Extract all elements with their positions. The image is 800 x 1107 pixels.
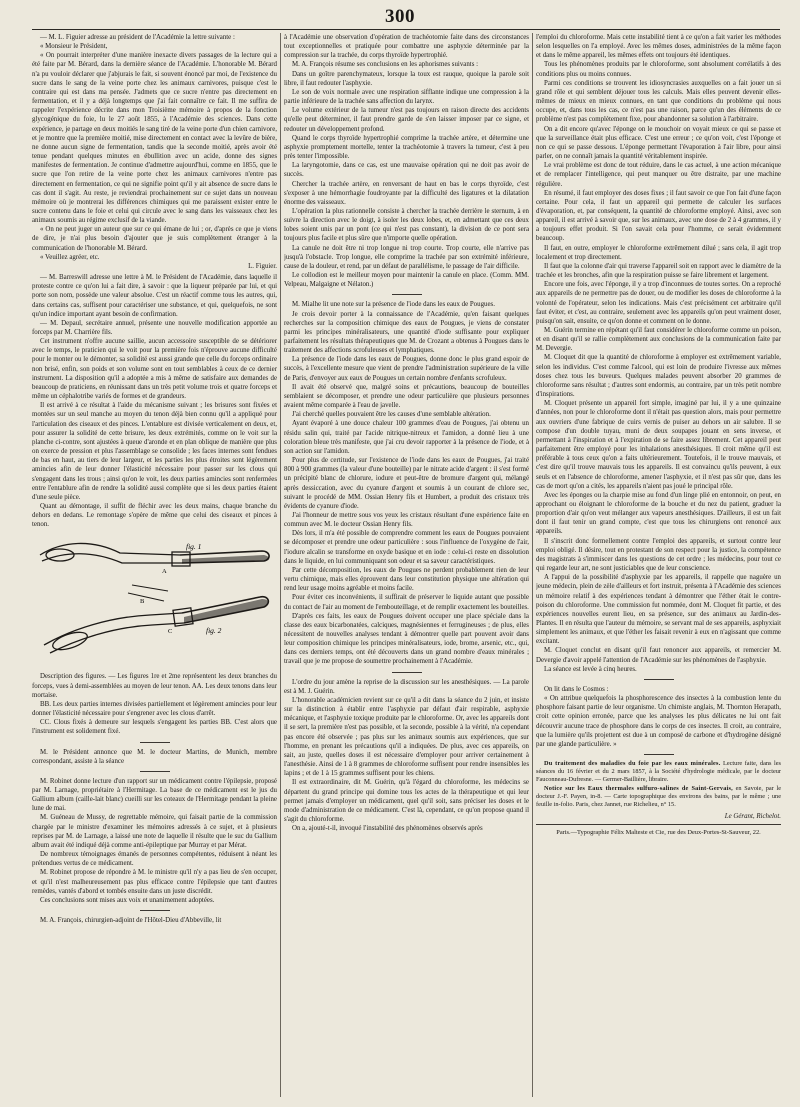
paragraph: Le vrai problème est donc de tout réduire, dans le cas actuel, à une action mécanique et de remplacer l'intelligence, qui peut manquer ou être distraite, par une machine régulière. — [536, 162, 781, 188]
paragraph: J'ai l'honneur de mettre sous vos yeux les cristaux résultant d'une expérience faite en commun avec M. le docteur Ossian Henry fils. — [284, 511, 529, 529]
figure-label-1: fig. 1 — [186, 542, 202, 552]
section-separator — [140, 771, 170, 772]
printer-imprint: Paris.—Typographie Félix Malteste et Cie, rue des Deux-Portes-St-Sauveur, 22. — [556, 829, 761, 837]
figure-letter-c: C — [168, 628, 173, 636]
paragraph: M. Robinet donne lecture d'un rapport sur un médicament contre l'épilepsie, proposé par M. Larnage, propriétaire à l'Hermitage. La base de ce médicament est le jus du Gallium album (caille-lait blanc) cueilli sur les coteaux de l'Hermitage pendant la pleine lune de mai. — [32, 777, 277, 813]
paragraph: Le volume extérieur de la tumeur n'est pas toujours en raison directe des accidents qu'elle peut déterminer, il faut prendre garde de s'en laisser imposer par ce signe, et redouter un développement profond. — [284, 107, 529, 133]
paragraph: « On ne peut juger un auteur que sur ce qui émane de lui ; or, d'après ce que je viens de dire, je n'ai plus besoin d'ajouter que je suis complètement étranger à la communication de l'honorable M. Bérard. — [32, 226, 277, 252]
figure-letter-b: B — [140, 598, 145, 606]
paragraph: En résumé, il faut employer des doses fixes ; il faut savoir ce que l'on fait d'une façon certaine. Pour cela, il faut un appareil qui permette de calculer les surfaces d'évaporation, et, par conséquent, la quantité de chloroforme employé. Ainsi, avec son appareil, il est arrivé à savoir que, sur les animaux, avec une dose de 2 à 4 grammes, il y a toujours effet produit. Si l'on savait cela pour l'homme, ce serait évidemment beaucoup. — [536, 189, 781, 243]
forceps-blade-upper-inner — [42, 554, 182, 563]
paragraph: Il faut, en outre, employer le chloroforme extrêmement dilué ; sans cela, il agit trop localement et trop directement. — [536, 244, 781, 261]
footer-rule — [536, 824, 781, 825]
letter-salutation: « Monsieur le Président, — [40, 43, 108, 51]
paragraph: Cet instrument n'offre aucune saillie, aucun accessoire susceptible de se détériorer avec le temps, le praticien qui le voit pour la première fois n'éprouve aucune difficulté pour le monter ou le démonter, sa solidité est aussi grande que celle du forceps ordinaire non brisé, enfin, son poids et son volume sont en tout semblables à ceux de ce dernier instrument. La disposition qu'il a adoptée a mis à même de satisfaire aux demandes de beaucoup de praticiens, en réunissant dans un très petit volume trois et quatre forceps et même un céphalotribe variés de formes et de grandeurs. — [32, 338, 277, 401]
header-rule — [32, 29, 780, 30]
paragraph: M. A. François résume ses conclusions en les aphorismes suivants : — [292, 61, 479, 69]
paragraph: Quand le corps thyroïde hypertrophié comprime la trachée artère, et détermine une asphyxie promptement mortelle, tenter la trachéotomie à travers la tumeur, c'est à peu près tenter l'impossible. — [284, 134, 529, 161]
section-separator — [140, 742, 170, 743]
paragraph: M. Guérin termine en répétant qu'il faut considérer le chloroforme comme un poison, et en disant qu'il se rallie complètement aux conclusions de la communication faite par M. Devergie. — [536, 327, 781, 353]
section-separator — [644, 754, 674, 755]
paragraph: M. Guéneau de Mussy, de regrettable mémoire, qui faisait partie de la commission chargée par le ministre d'examiner les mémoires adressés à ce sujet, et à plusieurs reprises par M. de Larnage, a laissé une note de laquelle il résulte que le suc du Gallium album avait été indiqué déjà comme anti-épileptique par Murray et par Mérat. — [32, 814, 277, 849]
notice-title: Du traitement des maladies du foie par les eaux minérales. — [544, 760, 721, 768]
section-separator — [140, 910, 170, 911]
paragraph: Il avait été observé que, malgré soins et précautions, beaucoup de bouteilles semblaient se décomposer, et prendre une odeur particulière que plusieurs personnes avaient même comparée à l'eau de javelle. — [284, 383, 529, 410]
column-divider — [532, 33, 533, 1097]
paragraph: Il est arrivé à ce résultat à l'aide du mécanisme suivant ; les brisures sont fixées et montées sur un seul manche au moyen du tenon déjà bien connu qu'il a appliqué pour l'articulation des ciseaux et des pinces. L'entablure est divisée verticalement en deux, et, pour assurer la solidité de cette brisure, les deux extrémités, comme on le voit sur la planche ci-contre, sont ajustées à queue d'aronde et en plan oblique de manière que plus on exerce de pression et plus l'assemblage se consolide ; les faces internes sont fendues de bas en haut, au tiers de leur largeur, et les parties les plus étroites sont légèrement amincies afin de leur donner l'élasticité nécessaire pour passer sur les clous qui s'engagent dans les trous ; ainsi qu'on le voit, les deux parties amincies sont renfermées entre l'entablure afin de rendre la solidité aussi complète que si les deux parties étaient d'une seule pièce. — [32, 402, 277, 501]
paragraph: Tous les phénomènes produits par le chloroforme, sont absolument corrélatifs à des conditions plus ou moins connues. — [536, 61, 781, 78]
paragraph: La présence de l'iode dans les eaux de Pougues, donne donc le plus grand espoir de succès, à l'excellente mesure que vient de prendre l'administration supérieure de la ville de Paris, d'envoyer aux eaux de Pougues un certain nombre d'enfants scrofuleux. — [284, 356, 529, 382]
paragraph: Encore une fois, avec l'éponge, il y a trop d'inconnues de toutes sortes. On a reproché aux appareils de ne permettre pas de douer, ou de modifier les doses de chloroforme à la volonté de l'opérateur, selon les indications. Mais c'est précisément cet arbitraire qu'il faut éviter, et c'est, au contraire, seulement avec les appareils qu'on peut vraiment doser, puisqu'on sait, ensuite, ce qu'on donne et comment on le donne. — [536, 281, 781, 325]
paragraph: l'emploi du chloroforme. Mais cette instabilité tient à ce qu'on a fait varier les méthodes selon lesquelles on l'a employé. Avec les mêmes doses, administrées de la même façon et dans le même appareil, les mêmes effets ont toujours été identiques. — [536, 34, 781, 60]
paragraph: M. Cloquet conclut en disant qu'il faut renoncer aux appareils, et remercier M. Devergie d'avoir appelé l'attention de l'Académie sur les phénomènes de l'asphyxie. — [536, 647, 781, 664]
paragraph: Il s'inscrit donc formellement contre l'emploi des appareils, et surtout contre leur emploi obligé. Il désire, tout en protestant de son respect pour la justice, la compétence des magistrats à s'immiscer dans les questions de cet ordre ; les médecins, pour tout ce qui regarde leur art, ne sont justiciables que de leur conscience. — [536, 537, 781, 573]
forceps-detail-line — [128, 593, 164, 601]
forceps-illustration — [32, 533, 277, 669]
column-middle — [284, 33, 529, 1097]
paragraph: M. le Président annonce que M. le docteur Martins, de Munich, membre correspondant, assiste à la séance — [32, 748, 277, 765]
paragraph: Il est extraordinaire, dit M. Guérin, qu'à l'égard du chloroforme, les médecins se départent du grand principe qui domine tous les actes de la thérapeutique et qui leur permet jamais d'employer un médicament, quel qu'il soit, sans préciser les doses et le mode d'administration de ce médicament. C'est là, cependant, ce qu'on propose quand il s'agit du chloroforme. — [284, 779, 529, 823]
paragraph: Chercher la trachée artère, en renversant de haut en bas le corps thyroïde, c'est s'exposer à une hémorrhagie foudroyante par la difficulté des ligatures et la dilatation énorme des vaisseaux. — [284, 180, 529, 206]
paragraph: M. Cloquet dit que la quantité de chloroforme à employer est extrêmement variable, selon les individus. C'est comme l'alcool, qui est loin de produire l'ivresse aux mêmes doses chez tous les buveurs. Quelques malades peuvent absorber 20 grammes de chloroforme sans résultat ; d'autres sont endormis, au contraire, par un très petit nombre d'inspirations. — [536, 354, 781, 399]
paragraph: Je crois devoir porter à la connaissance de l'Académie, qu'en faisant quelques recherches sur la composition chimique des eaux de Pougues, je viens de constater parmi les principes minéralisateurs, une quantité d'iode suffisante pour expliquer parfaitement les résultats thérapeutiques que M. de Crozant a obtenus à Pougues dans le traitement des affections scrofuleuses et lymphatiques. — [284, 310, 529, 355]
section-separator — [392, 672, 422, 673]
paragraph: Ayant évaporé à une douce chaleur 100 grammes d'eau de Pougues, j'ai obtenu un résidu salin qui, traité par l'acide nitrique-nitreux et l'amidon, a donné lieu à une coloration bleue très manifeste, que j'ai cru devoir rapporter à la présence de l'iode, et à son action sur l'amidon. — [284, 420, 529, 455]
paragraph: M. Robinet propose de répondre à M. le ministre qu'il n'y a pas lieu de s'en occuper, et qu'il n'est malheureusement pas plus efficace contre l'épilepsie que tant d'autres remèdes, vantés d'abord et tombés ensuite dans un juste discrédit. — [32, 869, 277, 895]
paragraph: De nombreux témoignages émanés de personnes compétentes, réduisent à néant les prétendues vertus de ce médicament. — [32, 851, 277, 868]
paragraph: « On pourrait interpréter d'une manière inexacte divers passages de la lecture qui a été faite par M. Bérard, dans la dernière séance de l'Académie. L'honorable M. Bérard n'a pu vouloir déclarer que j'abjurais le fait, si souvent énoncé par moi, de l'existence du sucre dans le sang de la veine porte chez les animaux carnivores, puisque c'est le contraire qui est dans ma pensée. J'admets que ce sucre n'entre pas directement en fermentation, et il y a déjà longtemps que j'ai fait connaître ce fait. Il me suffira de rappeler l'expérience décrite dans mon Troisième mémoire à propos de la fonction glycogénique du foie, lu le 27 août 1855, à l'Académie des sciences. Dans cette expérience, je partage en deux moitiés le sang tiré de la veine porte d'un chien carnivore, et je montre que la première moitié, mise directement en contact avec la levûre de bière, ne donne aucun signe de fermentation, tandis que la seconde moitié, après avoir été tenue pendant quelques minutes en ébullition avec un acide, donne des signes manifestes de fermentation. Je continue d'admettre aujourd'hui, comme en 1855, que le sucre que l'on retire de la veine porte chez les animaux carnivores n'entre pas directement en fermentation, ce qui ne signifie point qu'il y ait absence de sucre dans le cas dont il s'agit. Au reste, je reviendrai prochainement sur ce sujet dans un nouveau mémoire où je montrerai les différences chimiques qui me paraissent exister entre le sucre contenu dans le foie et celui qui circule avec le sang dans les vaisseaux chez les animaux soumis au régime exclusif de la viande. — [32, 52, 277, 225]
paragraph: L'opération la plus rationnelle consiste à chercher la trachée derrière le sternum, à en suivre la direction avec le doigt, à isoler les deux lobes, et, en admettant que ces deux lobes soient unis par un pont (ce qui n'est pas constant), la division de ce pont sera toujours plus facile et plus sûre que n'importe quelle opération. — [284, 207, 529, 243]
paragraph: CC. Clous fixés à demeure sur lesquels s'engagent les parties BB. C'est alors que l'instrument est solidement fixé. — [32, 719, 277, 736]
paragraph: Dans un goître parenchymateux, lorsque la toux est rauque, quoique la parole soit libre, il faut redouter l'asphyxie. — [284, 70, 529, 87]
paragraph: On a dit encore qu'avec l'éponge on le mouchoir on voyait mieux ce qui se passe et que la surveillance était plus efficace. C'est une erreur ; ce qu'on voit, c'est l'éponge et non ce qui se passe dessous. L'éponge permettant l'évaporation à l'air libre, pour ainsi parler, on ne connaît jamais la quantité véritablement inspirée. — [536, 125, 781, 161]
paragraph: D'après ces faits, les eaux de Pougues doivent occuper une place spéciale dans la classe des eaux bicarbonatées, calciques, magnésiennes et ferrugineuses ; de plus, elles nécessitent de nouvelles analyses tendant à démontrer quelle part pouvent avoir dans leur composition chimique les principes minéralisateurs, iode, brome, arsenic, etc., qui, dans ces derniers temps, ont été découverts dans un grand nombre d'eaux minérales ; travail que je me propose de soumettre prochainement à l'Académie. — [284, 612, 529, 666]
column-divider — [280, 33, 281, 1097]
figure-description: Description des figures. — Les figures 1re et 2me représentent les deux branches du forceps, vues à demi-assemblées au moyen de leur tenon. AA. Les deux tenons dans leur mortaise. — [32, 673, 277, 699]
paragraph: Ces conclusions sont mises aux voix et unanimement adoptées. — [40, 896, 215, 904]
paragraph: « On attribue quelquefois la phosphorescence des insectes à la combustion lente du phosphore faisant partie de leur organisme. Un chimiste anglais, M. Thornton Herapath, croit cette opinion erronée, parce que les analyses les plus délicates ne lui ont fait découvrir aucune trace de phosphore dans le corps de ces insectes. Il croit, au contraire, que la lumière qu'ils projettent est due à un composé de carbone et d'hydrogène désigné par une glande particulière. » — [536, 695, 781, 748]
paragraph: La séance est levée à cinq heures. — [544, 665, 637, 673]
paragraph: Dès lors, il m'a été possible de comprendre comment les eaux de Pougues pouvaient se décomposer et prendre une odeur particulière : sous l'influence de l'oxygène de l'air, l'iodure alcalin se transforme en oxyde basique et en iode : celui-ci reste en dissolution dans le liquide, en lui communiquant son odeur et sa saveur caractéristiques. — [284, 530, 529, 565]
forceps-figure — [32, 533, 277, 669]
page-number: 300 — [385, 6, 415, 27]
signature: L. Figuier. — [248, 262, 277, 270]
column-left — [32, 33, 277, 1097]
paragraph: L'ordre du jour amène la reprise de la discussion sur les anesthésiques. — La parole est à M. J. Guérin. — [284, 678, 529, 695]
paragraph: A l'appui de la possibilité d'asphyxie par les appareils, il rappelle que naguère un jeune médecin, plein de zèle d'ailleurs et fort instruit, présenta à l'Académie des sciences un mémoire relatif à des expériences tendant à démontrer que l'éther était le contre-poison du chloroforme. Une commission fut nommée, dont M. Cloquet fit partie, et des expériences nouvelles eurent lieu, en sa présence, sur des animaux au Jardin-des-Plantes. Il en résulta que l'auteur du mémoire, se servant mal de ses appareils, asphyxiait simplement les animaux, et que l'éther les faisait revenir à eux en n'agissant que comme excitant. — [536, 574, 781, 646]
paragraph: Par cette décomposition, les eaux de Pougues ne perdent probablement rien de leur vertu chimique, mais elles éprouvent dans leur constitution physique une altération qui rend leur usage moins agréable et moins facile. — [284, 566, 529, 593]
paragraph: La canule ne doit être ni trop longue ni trop courte. Trop courte, elle n'arrive pas jusqu'à l'obstacle. Trop longue, elle comprime la trachée par son extrémité inférieure, cause de la douleur, et rend, par un défaut de parallélisme, le passage de l'air difficile. — [284, 244, 529, 270]
forceps-blade-lower — [44, 613, 182, 645]
notice-title: Notice sur les Eaux thermales sulfuro-salines de Saint-Gervais, — [544, 784, 733, 792]
paragraph: Pour éviter ces inconvénients, il suffirait de préserver le liquide autant que possible du contact de l'air au moment de l'embouteillage, et de remplir exactement les bouteilles. — [284, 594, 529, 611]
paragraph: « Veuillez agréer, etc. — [40, 253, 100, 261]
notice-text: Lecture faite, dans les séances du 16 février et du 2 mars 1857, à la Société d'hydrologie médicale, par le docteur Fauconneau-Dufresne. — Germer-Baillière, libraire. — [536, 760, 781, 784]
paragraph: M. A. François, chirurgien-adjoint de l'Hôtel-Dieu d'Abbeville, lit — [40, 917, 222, 925]
figure-letter-a: A — [162, 568, 167, 576]
notice-entry — [536, 760, 781, 785]
paragraph: Il faut que la colonne d'air qui traverse l'appareil soit en rapport avec le diamètre de la trachée et les bronches, afin que la respiration puisse se faire librement et largement. — [536, 262, 781, 280]
paragraph: — M. L. Figuier adresse au président de l'Académie la lettre suivante : — [40, 34, 235, 41]
paragraph: L'honorable académicien revient sur ce qu'il a dit dans la séance du 2 juin, et insiste sur la distinction à établir entre l'asphyxie par défaut d'air respirable, asphyxie mécanique, et l'asphyxie toxique produite par le chloroforme. Or, avec les appareils dont il se sert, la première n'est pas possible, et la seconde, possible à la vérité, n'a cependant pas encore été observée ; pas plus sur les animaux soumis aux expériences, que sur l'homme, en prenant les précautions qu'il a indiquées. De plus, avec ces appareils, on sait, au juste, quelles doses il est nécessaire d'employer pour arriver certainement à l'anesthésie. Ainsi de 1 à 8 grammes de chloroforme suffisent pour rendre insensibles les lapins ; et de 1 à 15 grammes suffisent pour les chiens. — [284, 696, 529, 778]
paragraph: M. Cloquet présente un appareil fort simple, imaginé par lui, il y a une quinzaine d'années, non pour le chloroforme dont il n'était pas question alors, mais pour permettre aux ouvriers d'une fabrique de cuirs vernis de puiser au dehors un air salubre. Il se compose d'un double tuyau, muni de deux soupapes jouant en sens inverse, et permettant à l'inspiration et à l'expiration de se faire assez librement. Cet appareil peut parfaitement être employé pour les inhalations anesthésiques. Il croit même qu'il est préférable à tous ceux qu'on a faits ultérieurement. Toutefois, il le trouve mauvais, et c'est dire qu'il trouve mauvais tous les appareils. Il est convaincu qu'ils peuvent, à eux seuls et en l'absence de chloroforme, amener l'asphyxie, et il n'est pas sûr que, dans les cas de mort qu'on a cités, les appareils n'aient pas joué le principal rôle. — [536, 400, 781, 490]
section-separator — [392, 294, 422, 295]
paragraph: — M. Barreswill adresse une lettre à M. le Président de l'Académie, dans laquelle il proteste contre ce qu'on lui a fait dire, à savoir : que la liqueur préparée par lui, et qui porte son nom, possède une valeur absolue. C'est un réactif comme tous les autres, qui, dans certains cas, suffisent pour caractériser une substance, et qui, quelquefois, ne sont qu'un indice important ayant besoin de confirmation. — [32, 274, 277, 318]
paragraph: On a, ajouté-t-il, invoqué l'instabilité des phénomènes observés après — [292, 825, 483, 833]
forceps-detail-line — [132, 585, 168, 591]
paragraph: Pour plus de certitude, sur l'existence de l'iode dans les eaux de Pougues, j'ai traité 800 à 900 grammes (la valeur d'une bouteille) par le nitrate acide d'argent : il s'est formé un précipité blanc de chlorure, iodure et peut-être de bromure d'argent qui, mélangé après dessiccation, avec du cyanure d'argent et soumis à un courant de chlore sec, suivant le procédé de MM. Ossian Henry fils et Humbert, a produit des cristaux très évidents de cyanure d'iode. — [284, 457, 529, 510]
paragraph: M. Mialhe lit une note sur la présence de l'iode dans les eaux de Pougues. — [292, 301, 495, 309]
column-right — [536, 33, 781, 1097]
paragraph: BB. Les deux parties internes divisées partiellement et légèrement amincies pour leur donner l'élasticité nécessaire pour s'engrener avec les clous d'arrêt. — [32, 700, 277, 718]
paragraph: J'ai cherché quelles pouvaient être les causes d'une semblable altération. — [292, 411, 491, 419]
notice-text: en Savoie, par le docteur J.-F. Payen, in-8. — Carte topographique des environs des bains, par le même ; une feuille in-folio. Paris, chez Jannet, rue Richelieu, n° 15. — [536, 784, 781, 809]
paragraph: On lit dans le Cosmos : — [544, 685, 609, 693]
paragraph: Parmi ces conditions se trouvent les idiosyncrasies auxquelles on a fait jouer un si grand rôle et qui semblent déjouer tous les calculs. Mais elles peuvent devenir elles-mêmes de mieux en mieux connues, en tant que conditions du problème qui nous occupe, et, dans tous les cas, ce n'est pas une raison, parce qu'un des éléments de ce problème n'est pas complètement fixe, pour abandonner sa solution à l'arbitraire. — [536, 79, 781, 124]
manager-signature: Le Gérant, Richelot. — [724, 813, 781, 821]
paragraph: Le son de voix normale avec une respiration sifflante indique une compression à la partie inférieure de la trachée sans affection du larynx. — [284, 88, 529, 106]
figure-label-2: fig. 2 — [206, 626, 222, 636]
forceps-handle-shading — [184, 599, 268, 623]
paragraph: Avec les éponges ou la charpie mise au fond d'un linge plié en entonnoir, on peut, en approchant ou éloignant le chloroforme de la bouche et du nez du patient, graduer la proportion d'air qu'on veut mélanger aux vapeurs anesthésiques. D'ailleurs, il est un fait dont il faut tenir un grand compte, c'est que tous les chirurgiens ont renoncé aux appareils. — [536, 491, 781, 536]
paragraph: Quant au démontage, il suffit de fléchir avec les deux mains, chaque branche du dehors en dedans. Le remontage s'opère de même que celui des ciseaux et pinces à tenon. — [32, 502, 277, 529]
paragraph: à l'Académie une observation d'opération de trachéotomie faite dans des circonstances tout exceptionnelles et pratiquée pour combattre une asphyxie déterminée par la compression sur la trachée, du corps thyroïde hypertrophié. — [284, 34, 529, 60]
notice-entry — [536, 785, 781, 810]
paragraph: Le collodion est le meilleur moyen pour maintenir la canule en place. (Comm. MM. Velpeau, Malgaigne et Nélaton.) — [284, 272, 529, 289]
section-separator — [644, 679, 674, 680]
paragraph: — M. Depaul, secrétaire annuel, présente une nouvelle modification apportée au forceps par M. Charrière fils. — [32, 319, 277, 336]
paragraph: La laryngotomie, dans ce cas, est une mauvaise opération qui ne doit pas avoir de succès. — [284, 162, 529, 179]
